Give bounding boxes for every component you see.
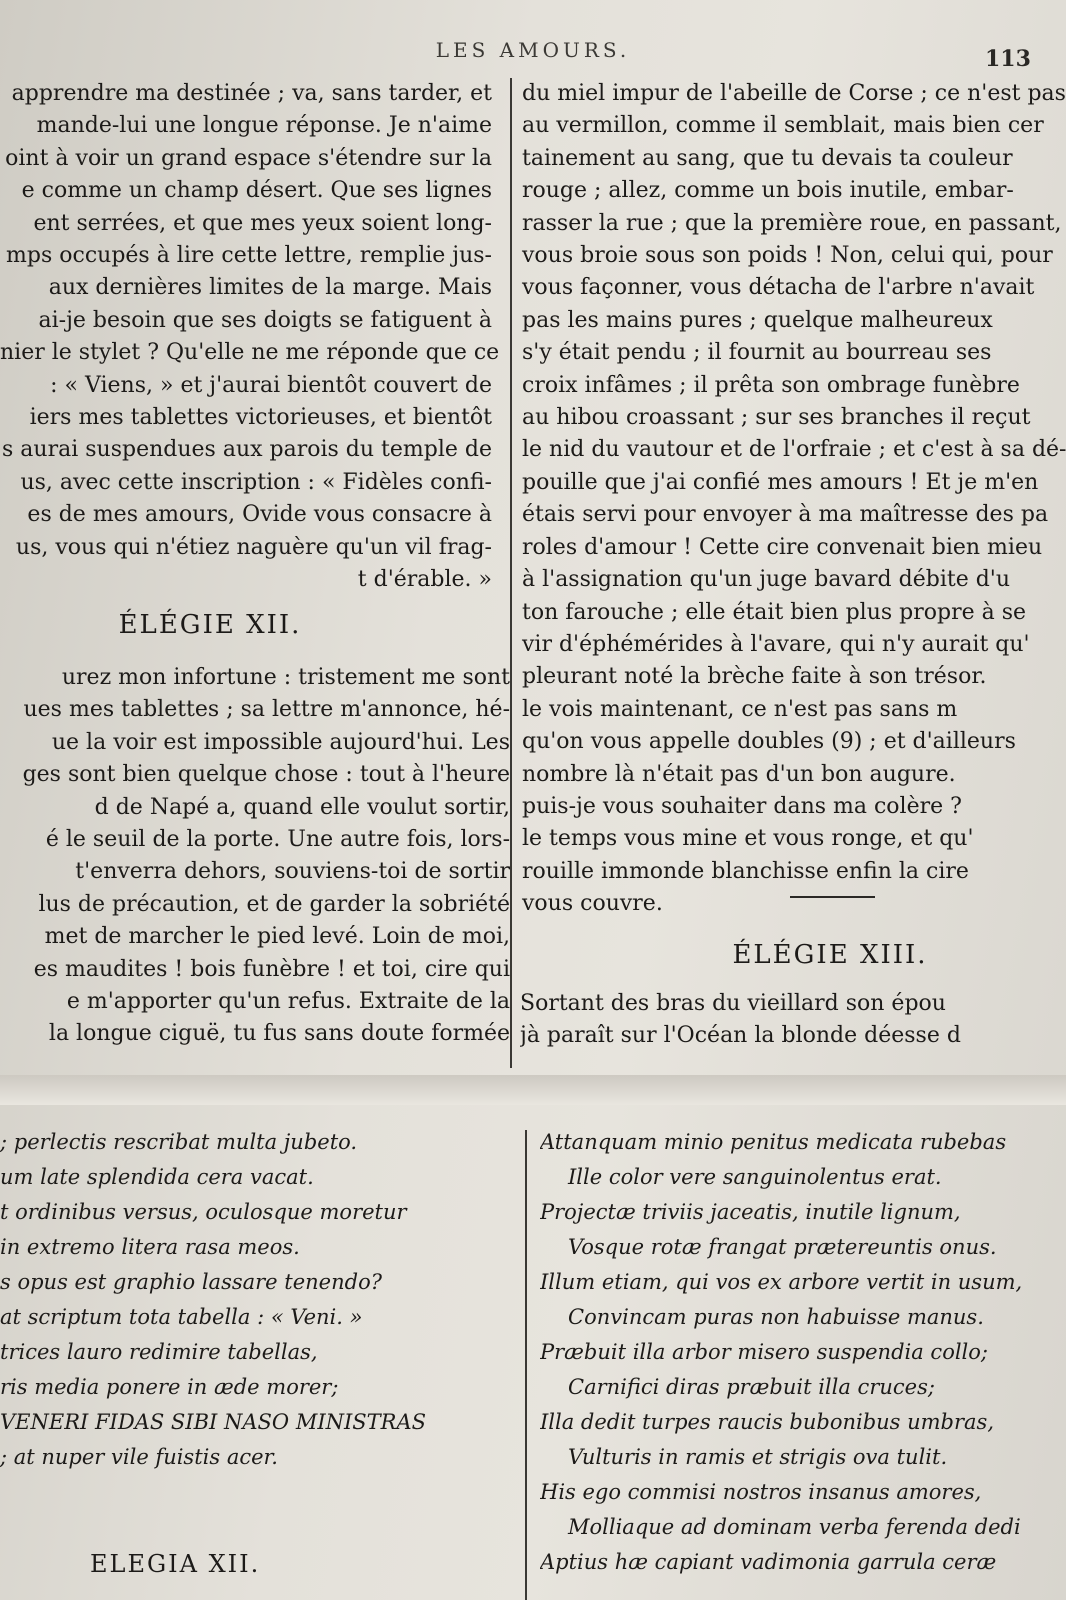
left-column-upper bbox=[0, 78, 500, 597]
text-line: urez mon infortune : tristement me sont bbox=[61, 665, 510, 690]
text-line: la longue ciguë, tu fus sans doute formée bbox=[48, 1021, 510, 1047]
text-line: ges sont bien quelque chose : tout à l'heure bbox=[22, 762, 510, 788]
text-line: jà paraît sur l'Océan la blonde déesse d bbox=[520, 1023, 961, 1049]
text-line: vous broie sous son poids ! Non, celui qui, pour bbox=[522, 243, 1053, 269]
latin-verse-line: at scriptum tota tabella : « Veni. » bbox=[0, 1305, 363, 1329]
text-line: le nid du vautour et de l'orfraie ; et c'est à sa dé- bbox=[522, 437, 1066, 463]
text-line: vir d'éphémérides à l'avare, qui n'y aurait qu' bbox=[522, 631, 1030, 657]
text-line: es de mes amours, Ovide vous consacre à bbox=[27, 502, 492, 528]
latin-verse-line: Illum etiam, qui vos ex arbore vertit in usum, bbox=[540, 1270, 1023, 1294]
latin-verse-line: Illa dedit turpes raucis bubonibus umbras, bbox=[540, 1410, 995, 1434]
latin-verse-line: Vulturis in ramis et strigis ova tulit. bbox=[568, 1445, 948, 1469]
latin-verse-line: ; at nuper vile fuistis acer. bbox=[0, 1445, 278, 1469]
text-line: au vermillon, comme il semblait, mais bien cer bbox=[522, 113, 1044, 139]
latin-verse-line: His ego commisi nostros insanus amores, bbox=[540, 1480, 982, 1504]
latin-verse-line: Vosque rotæ frangat prætereuntis onus. bbox=[568, 1235, 997, 1259]
page-fold-shadow bbox=[0, 1075, 1066, 1105]
latin-verse-line: Præbuit illa arbor misero suspendia collo; bbox=[540, 1340, 988, 1364]
latin-verse-line: s opus est graphio lassare tenendo? bbox=[0, 1270, 382, 1294]
text-line: du miel impur de l'abeille de Corse ; ce n'est pas bbox=[522, 81, 1066, 106]
latin-verse-line: Aptius hæ capiant vadimonia garrula ceræ bbox=[540, 1550, 997, 1574]
latin-verse-line: Projectæ triviis jaceatis, inutile lignum, bbox=[540, 1200, 961, 1224]
elegie-xiii-heading: ÉLÉGIE XIII. bbox=[732, 940, 928, 970]
text-line: nombre là n'était pas d'un bon augure. bbox=[522, 761, 956, 787]
running-title: LES AMOURS. bbox=[435, 38, 631, 62]
text-line: aux dernières limites de la marge. Mais bbox=[48, 275, 492, 301]
column-divider bbox=[510, 78, 512, 1068]
latin-text-left bbox=[0, 1125, 500, 1475]
latin-verse-line: Ille color vere sanguinolentus erat. bbox=[568, 1165, 942, 1189]
text-line: : « Viens, » et j'aurai bientôt couvert de bbox=[50, 372, 492, 398]
text-line: au hibou croassant ; sur ses branches il reçut bbox=[522, 405, 1031, 431]
latin-verse-line: VENERI FIDAS SIBI NASO MINISTRAS bbox=[0, 1410, 427, 1434]
text-line: vous façonner, vous détacha de l'arbre n'avait bbox=[522, 275, 1035, 301]
right-column-upper bbox=[520, 78, 1066, 921]
text-line: le temps vous mine et vous ronge, et qu' bbox=[522, 826, 974, 852]
elegia-xii-heading: ELEGIA XII. bbox=[90, 1550, 261, 1578]
latin-column-divider bbox=[525, 1130, 527, 1600]
text-line: pas les mains pures ; quelque malheureux bbox=[522, 307, 993, 333]
text-line: us, vous qui n'étiez naguère qu'un vil frag- bbox=[15, 534, 492, 560]
text-line: oint à voir un grand espace s'étendre sur la bbox=[5, 145, 492, 171]
text-line: ue la voir est impossible aujourd'hui. Les bbox=[51, 729, 510, 755]
text-line: iers mes tablettes victorieuses, et bientôt bbox=[29, 405, 492, 431]
text-line: ues mes tablettes ; sa lettre m'annonce, hé- bbox=[23, 697, 510, 723]
text-line: ent serrées, et que mes yeux soient long- bbox=[33, 210, 492, 236]
latin-verse-line: ris media ponere in æde morer; bbox=[0, 1375, 339, 1399]
text-line: tainement au sang, que tu devais ta couleur bbox=[522, 145, 1013, 171]
text-line: es maudites ! bois funèbre ! et toi, cire qui bbox=[33, 956, 510, 982]
latin-verse-line: ; perlectis rescribat multa jubeto. bbox=[0, 1130, 358, 1154]
text-line: rouge ; allez, comme un bois inutile, embar- bbox=[522, 178, 1014, 204]
text-line: d de Napé a, quand elle voulut sortir, bbox=[94, 794, 510, 820]
text-line: croix infâmes ; il prêta son ombrage funèbre bbox=[522, 372, 1020, 398]
text-line: roles d'amour ! Cette cire convenait bien mieu bbox=[522, 534, 1043, 560]
latin-verse-line: t ordinibus versus, oculosque moretur bbox=[0, 1200, 407, 1224]
text-line: étais servi pour envoyer à ma maîtresse des pa bbox=[522, 502, 1049, 528]
text-line: ton farouche ; elle était bien plus propre à se bbox=[522, 599, 1027, 625]
text-line: pouille que j'ai confié mes amours ! Et je m'en bbox=[522, 469, 1039, 495]
latin-verse-line: Carnifici diras præbuit illa cruces; bbox=[568, 1375, 935, 1399]
text-line: pleurant noté la brèche faite à son trésor. bbox=[522, 664, 987, 690]
text-line: qu'on vous appelle doubles (9) ; et d'ailleurs bbox=[522, 729, 1016, 755]
text-line: s aurai suspendues aux parois du temple de bbox=[2, 437, 492, 463]
right-column-lower bbox=[520, 988, 1066, 1053]
text-line: puis-je vous souhaiter dans ma colère ? bbox=[522, 793, 962, 819]
page-number: 113 bbox=[985, 46, 1031, 72]
text-line: é le seuil de la porte. Une autre fois, lors- bbox=[45, 827, 510, 853]
text-line: nier le stylet ? Qu'elle ne me réponde que ce bbox=[0, 340, 500, 366]
text-line: us, avec cette inscription : « Fidèles confi- bbox=[20, 469, 492, 495]
latin-verse-line: Attanquam minio penitus medicata rubebas bbox=[540, 1130, 1007, 1154]
text-line: e comme un champ désert. Que ses lignes bbox=[21, 178, 492, 204]
text-line: t'enverra dehors, souviens-toi de sortir bbox=[75, 859, 510, 885]
text-line: t d'érable. » bbox=[357, 567, 492, 593]
text-line: ai-je besoin que ses doigts se fatiguent à bbox=[38, 307, 492, 333]
text-line: à l'assignation qu'un juge bavard débite d'u bbox=[522, 567, 1011, 593]
text-line: mps occupés à lire cette lettre, remplie jus- bbox=[6, 243, 492, 269]
text-line: vous couvre. bbox=[522, 891, 663, 917]
elegie-xii-heading: ÉLÉGIE XII. bbox=[118, 610, 302, 640]
section-rule bbox=[790, 896, 875, 898]
left-column-lower bbox=[0, 662, 510, 1051]
text-line: apprendre ma destinée ; va, sans tarder, et bbox=[11, 81, 492, 106]
text-line: e m'apporter qu'un refus. Extraite de la bbox=[66, 989, 510, 1015]
latin-verse-line: in extremo litera rasa meos. bbox=[0, 1235, 300, 1259]
text-line: rasser la rue ; que la première roue, en passant, bbox=[522, 210, 1062, 236]
latin-text-right bbox=[540, 1125, 1066, 1580]
latin-verse-line: um late splendida cera vacat. bbox=[0, 1165, 314, 1189]
latin-verse-line: Molliaque ad dominam verba ferenda dedi bbox=[568, 1515, 1021, 1539]
latin-verse-line: Convincam puras non habuisse manus. bbox=[568, 1305, 984, 1329]
text-line: rouille immonde blanchisse enfin la cire bbox=[522, 858, 969, 884]
text-line: lus de précaution, et de garder la sobriété bbox=[38, 891, 510, 917]
text-line: met de marcher le pied levé. Loin de moi, bbox=[44, 924, 510, 950]
text-line: le vois maintenant, ce n'est pas sans m bbox=[522, 696, 958, 722]
text-line: mande-lui une longue réponse. Je n'aime bbox=[36, 113, 492, 139]
text-line: Sortant des bras du vieillard son épou bbox=[520, 991, 946, 1016]
text-line: s'y était pendu ; il fournit au bourreau ses bbox=[522, 340, 992, 366]
latin-verse-line: trices lauro redimire tabellas, bbox=[0, 1340, 318, 1364]
